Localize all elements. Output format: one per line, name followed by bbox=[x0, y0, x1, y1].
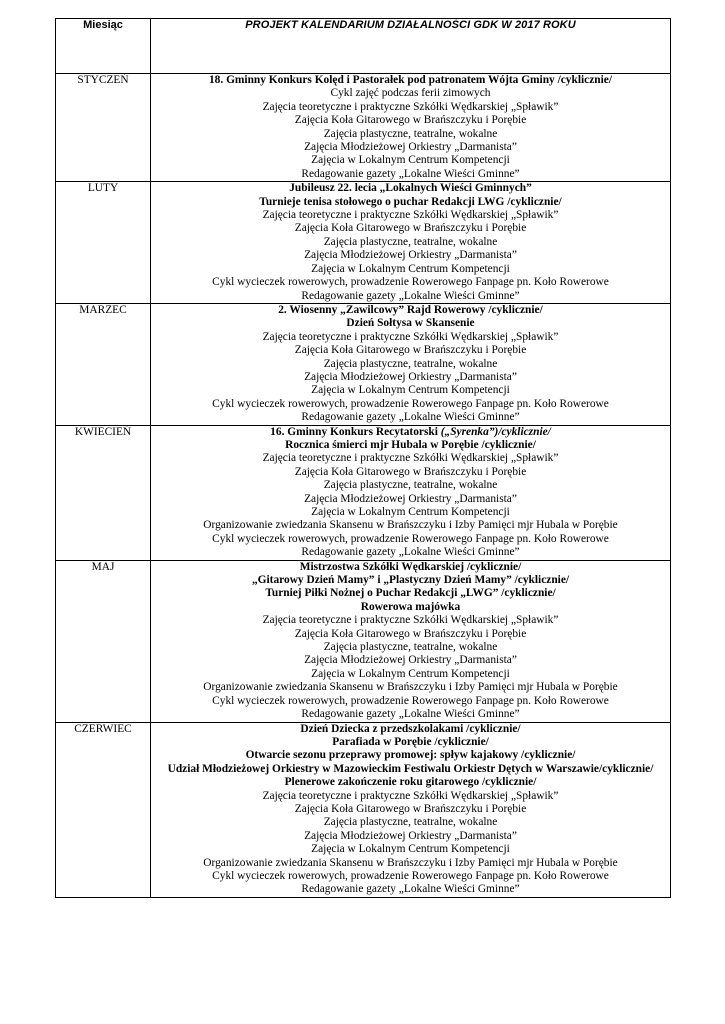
table-row bbox=[56, 74, 671, 182]
activity-item: Zajęcia plastyczne, teatralne, wokalne bbox=[323, 641, 498, 654]
activity-item: Redagowanie gazety „Lokalne Wieści Gminne” bbox=[301, 411, 520, 424]
featured-event: Jubileusz 22. lecia „Lokalnych Wieści Gminnych” bbox=[289, 182, 532, 195]
activities-cell bbox=[151, 182, 671, 304]
activity-item: Zajęcia w Lokalnym Centrum Kompetencji bbox=[311, 262, 510, 275]
activity-item: Cykl wycieczek rowerowych, prowadzenie Rowerowego Fanpage pn. Koło Rowerowe bbox=[212, 532, 609, 545]
header-row bbox=[56, 19, 671, 74]
featured-event: Udział Młodzieżowej Orkiestry w Mazowieckim Festiwalu Orkiestr Dętych w Warszawie/cyklicznie/ bbox=[167, 762, 654, 775]
activity-item: Zajęcia plastyczne, teatralne, wokalne bbox=[323, 816, 498, 829]
calendar-body bbox=[56, 74, 671, 898]
featured-event: Rowerowa majówka bbox=[360, 600, 461, 613]
activity-item: Zajęcia Koła Gitarowego w Brańszczyku i Porębie bbox=[294, 465, 527, 478]
activity-item: Zajęcia Młodzieżowej Orkiestry „Darmanista” bbox=[304, 654, 517, 667]
activity-item: Redagowanie gazety „Lokalne Wieści Gminne” bbox=[301, 546, 520, 559]
calendar-table bbox=[55, 18, 671, 898]
table-row bbox=[56, 182, 671, 304]
activity-item: Zajęcia w Lokalnym Centrum Kompetencji bbox=[311, 384, 510, 397]
activity-item: Organizowanie zwiedzania Skansenu w Brańszczyku i Izby Pamięci mjr Hubala w Porębie bbox=[203, 681, 618, 694]
featured-event: Otwarcie sezonu przeprawy promowej: spływ kajakowy /cyklicznie/ bbox=[245, 749, 576, 762]
table-row bbox=[56, 722, 671, 897]
featured-event: Rocznica śmierci mjr Hubala w Porębie /cyklicznie/ bbox=[285, 438, 536, 451]
activity-item: Zajęcia Koła Gitarowego w Brańszczyku i Porębie bbox=[294, 344, 527, 357]
month-cell: MARZEC bbox=[56, 303, 151, 425]
activity-item: Zajęcia w Lokalnym Centrum Kompetencji bbox=[311, 154, 510, 167]
activity-item: Zajęcia Koła Gitarowego w Brańszczyku i Porębie bbox=[294, 627, 527, 640]
activity-item: Zajęcia Koła Gitarowego w Brańszczyku i Porębie bbox=[294, 222, 527, 235]
activities-cell bbox=[151, 425, 671, 560]
activities-cell bbox=[151, 560, 671, 722]
featured-event: 18. Gminny Konkurs Kolęd i Pastorałek pod patronatem Wójta Gminy /cyklicznie/ bbox=[208, 74, 612, 86]
featured-event: 2. Wiosenny „Zawilcowy” Rajd Rowerowy /cyklicznie/ bbox=[278, 303, 543, 316]
activity-item: Zajęcia teoretyczne i praktyczne Szkółki Wędkarskiej „Spławik” bbox=[262, 209, 559, 222]
activity-item: Zajęcia w Lokalnym Centrum Kompetencji bbox=[311, 506, 510, 518]
activities-cell bbox=[151, 303, 671, 425]
activity-item: Cykl zajęć podczas ferii zimowych bbox=[330, 87, 491, 100]
activity-item: Zajęcia teoretyczne i praktyczne Szkółki Wędkarskiej „Spławik” bbox=[262, 330, 559, 343]
featured-event: Mistrzostwa Szkółki Wędkarskiej /cyklicznie/ bbox=[299, 560, 522, 573]
month-cell: KWIECIEŃ bbox=[56, 425, 151, 560]
activity-item: Redagowanie gazety „Lokalne Wieści Gminne” bbox=[301, 883, 520, 896]
activity-item: Zajęcia Młodzieżowej Orkiestry „Darmanista” bbox=[304, 492, 517, 505]
month-cell: LUTY bbox=[56, 182, 151, 304]
featured-event: Plenerowe zakończenie roku gitarowego /cyklicznie/ bbox=[284, 776, 537, 789]
activity-item: Redagowanie gazety „Lokalne Wieści Gminne” bbox=[301, 708, 520, 721]
month-column-header: Miesiąc bbox=[56, 19, 151, 74]
activity-item: Zajęcia teoretyczne i praktyczne Szkółki Wędkarskiej „Spławik” bbox=[262, 452, 559, 465]
activity-item: Redagowanie gazety „Lokalne Wieści Gminne” bbox=[301, 289, 520, 302]
activity-item: Zajęcia Młodzieżowej Orkiestry „Darmanista” bbox=[304, 829, 517, 842]
activity-item: Zajęcia Koła Gitarowego w Brańszczyku i Porębie bbox=[294, 114, 527, 127]
activity-item: Zajęcia Młodzieżowej Orkiestry „Darmanista” bbox=[304, 141, 517, 154]
activity-item: Zajęcia w Lokalnym Centrum Kompetencji bbox=[311, 667, 510, 680]
activity-item: Zajęcia teoretyczne i praktyczne Szkółki Wędkarskiej „Spławik” bbox=[262, 789, 559, 802]
activity-item: Cykl wycieczek rowerowych, prowadzenie Rowerowego Fanpage pn. Koło Rowerowe bbox=[212, 276, 609, 289]
activity-item: Cykl wycieczek rowerowych, prowadzenie Rowerowego Fanpage pn. Koło Rowerowe bbox=[212, 694, 609, 707]
document-title: PROJEKT KALENDARIUM DZIAŁALNOŚCI GDK W 2017 ROKU bbox=[151, 19, 671, 74]
featured-event: Turniej Piłki Nożnej o Puchar Redakcji „LWG” /cyklicznie/ bbox=[265, 587, 556, 600]
featured-event: Dzień Sołtysa w Skansenie bbox=[346, 317, 475, 330]
table-row bbox=[56, 560, 671, 722]
activity-item: Zajęcia Młodzieżowej Orkiestry „Darmanista” bbox=[304, 370, 517, 383]
featured-event: Turnieje tenisa stołowego o puchar Redakcji LWG /cyklicznie/ bbox=[259, 195, 562, 208]
featured-event: Parafiada w Porębie /cyklicznie/ bbox=[332, 735, 489, 748]
month-cell: CZERWIEC bbox=[56, 722, 151, 897]
activity-item: Cykl wycieczek rowerowych, prowadzenie Rowerowego Fanpage pn. Koło Rowerowe bbox=[212, 869, 609, 882]
featured-event: „Gitarowy Dzień Mamy” i „Plastyczny Dzień Mamy” /cyklicznie/ bbox=[251, 574, 570, 587]
activity-item: Zajęcia plastyczne, teatralne, wokalne bbox=[323, 479, 498, 492]
activity-item: Zajęcia plastyczne, teatralne, wokalne bbox=[323, 357, 498, 370]
table-row bbox=[56, 425, 671, 560]
activity-item: Organizowanie zwiedzania Skansenu w Brańszczyku i Izby Pamięci mjr Hubala w Porębie bbox=[203, 856, 618, 869]
featured-event bbox=[151, 426, 670, 439]
event-title-text: 16. Gminny Konkurs Recytatorski bbox=[270, 425, 441, 438]
activities-cell bbox=[151, 722, 671, 897]
activity-item: Redagowanie gazety „Lokalne Wieści Gminne” bbox=[301, 167, 520, 180]
month-cell: MAJ bbox=[56, 560, 151, 722]
activity-item: Zajęcia Młodzieżowej Orkiestry „Darmanista” bbox=[304, 249, 517, 262]
month-cell: STYCZEŃ bbox=[56, 74, 151, 182]
event-subtitle-text: („Syrenka”)/cyklicznie/ bbox=[440, 425, 551, 438]
activity-item: Zajęcia Koła Gitarowego w Brańszczyku i Porębie bbox=[294, 802, 527, 815]
featured-event: Dzień Dziecka z przedszkolakami /cyklicznie/ bbox=[300, 722, 521, 735]
activity-item: Zajęcia plastyczne, teatralne, wokalne bbox=[323, 235, 498, 248]
activity-item: Zajęcia teoretyczne i praktyczne Szkółki Wędkarskiej „Spławik” bbox=[262, 100, 559, 113]
table-row bbox=[56, 303, 671, 425]
activity-item: Zajęcia w Lokalnym Centrum Kompetencji bbox=[311, 843, 510, 856]
activity-item: Organizowanie zwiedzania Skansenu w Brańszczyku i Izby Pamięci mjr Hubala w Porębie bbox=[203, 519, 618, 532]
activity-item: Zajęcia teoretyczne i praktyczne Szkółki Wędkarskiej „Spławik” bbox=[262, 614, 559, 627]
activity-item: Cykl wycieczek rowerowych, prowadzenie Rowerowego Fanpage pn. Koło Rowerowe bbox=[212, 397, 609, 410]
activities-cell bbox=[151, 74, 671, 182]
activity-item: Zajęcia plastyczne, teatralne, wokalne bbox=[323, 127, 498, 140]
